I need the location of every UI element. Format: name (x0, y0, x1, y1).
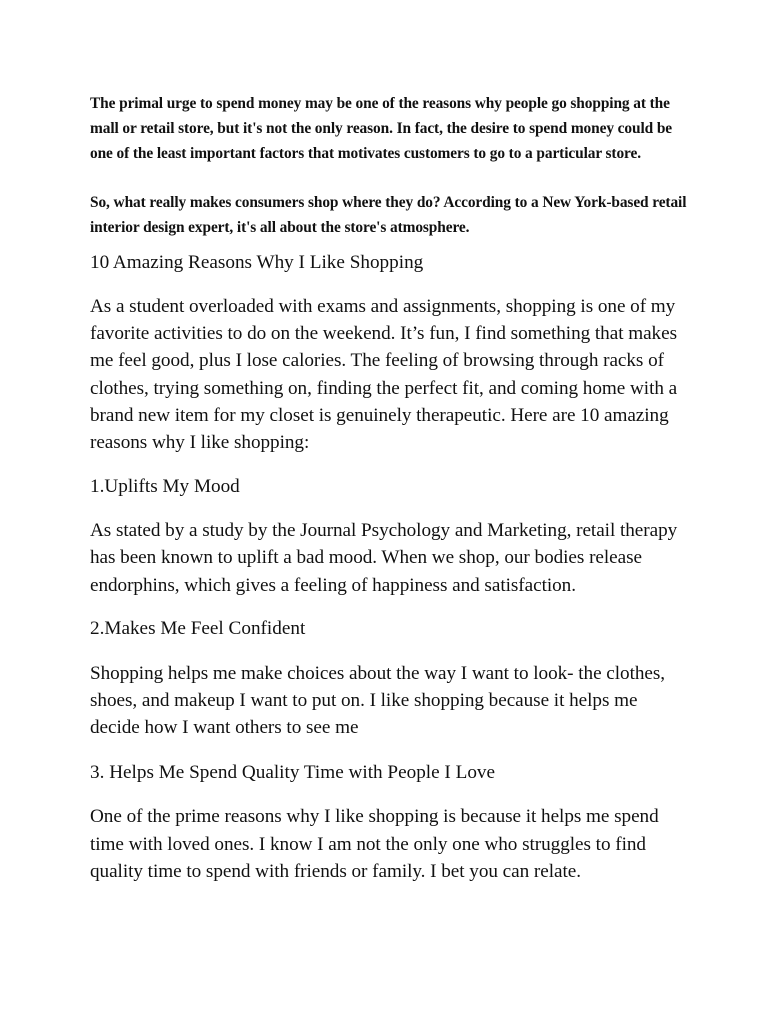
article-title: 10 Amazing Reasons Why I Like Shopping (90, 252, 424, 273)
section-paragraph: As stated by a study by the Journal Psychology and Marketing, retail therapy has been known to uplift a bad mood. When we shop, our bodies release endorphins, which gives a feeling of happiness and satisfaction. (90, 520, 678, 596)
section-paragraph: One of the prime reasons why I like shopping is because it helps me spend time with loved ones. I know I am not the only one who struggles to find quality time to spend with friends or family. I bet you can relate. (90, 806, 659, 882)
article-lead-paragraph: As a student overloaded with exams and assignments, shopping is one of my favorite activities to do on the weekend. It’s fun, I find something that makes me feel good, plus I lose calories. The feeling of browsing through racks of clothes, trying something on, finding the perfect fit, and coming home with a brand new item for my closet is genuinely therapeutic. Here are 10 amazing reasons why I like shopping: (90, 296, 678, 454)
section-heading: 2.Makes Me Feel Confident (90, 617, 306, 639)
section-heading: 3. Helps Me Spend Quality Time with People I Love (90, 762, 496, 784)
intro-paragraph: So, what really makes consumers shop where they do? According to a New York-based retail interior design expert, it's all about the store's atmosphere. (90, 194, 687, 236)
intro-paragraph: The primal urge to spend money may be one of the reasons why people go shopping at the mall or retail store, but it's not the only reason. In fact, the desire to spend money could be one of the least important factors that motivates customers to go to a particular store. (90, 95, 673, 162)
document-page (90, 91, 690, 885)
section-heading: 1.Uplifts My Mood (90, 476, 240, 498)
section-paragraph: Shopping helps me make choices about the way I want to look- the clothes, shoes, and makeup I want to put on. I like shopping because it helps me decide how I want others to see me (90, 662, 666, 739)
